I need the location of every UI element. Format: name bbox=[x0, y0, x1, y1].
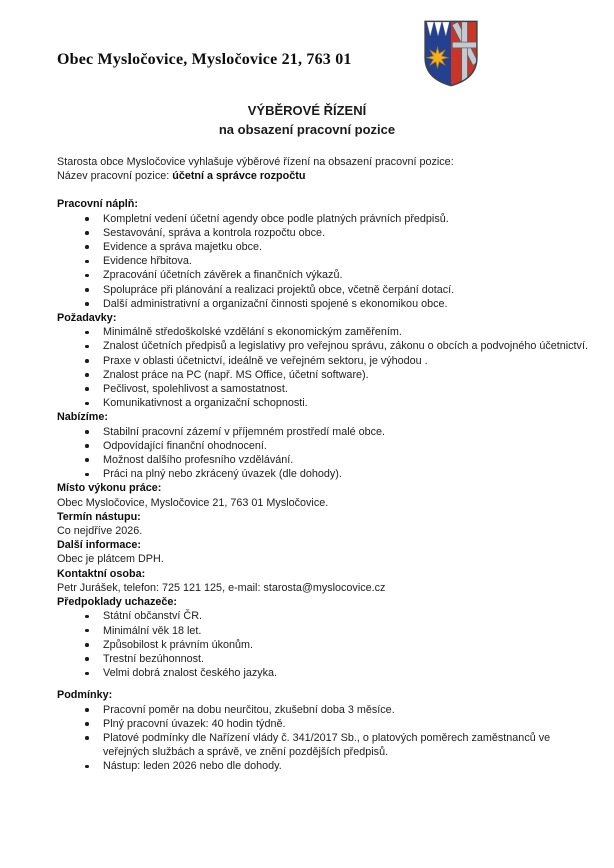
section-heading: Pracovní náplň: bbox=[57, 198, 138, 211]
bullet-item: Zpracování účetních závěrek a finančních výkazů. bbox=[57, 268, 581, 282]
bullet-item: Stabilní pracovní zázemí v příjemném prostředí malé obce. bbox=[57, 425, 581, 439]
municipality-header: Obec Mysločovice, Mysločovice 21, 763 01 bbox=[57, 51, 352, 68]
bullet-item: Možnost dalšího profesního vzdělávání. bbox=[57, 453, 581, 467]
bullet-item: Evidence hřbitova. bbox=[57, 254, 581, 268]
section-heading: Podmínky: bbox=[57, 689, 113, 702]
bullet-item: Pečlivost, spolehlivost a samostatnost. bbox=[57, 382, 581, 396]
bullet-item: Minimálně středoškolské vzdělání s ekonomickým zaměřením. bbox=[57, 325, 581, 339]
bullet-list bbox=[57, 212, 581, 311]
bullet-item: Sestavování, správa a kontrola rozpočtu obce. bbox=[57, 226, 581, 240]
document-section bbox=[57, 538, 581, 566]
bullet-item: Evidence a správa majetku obce. bbox=[57, 240, 581, 254]
document-body bbox=[57, 155, 588, 774]
bullet-item: Kompletní vedení účetní agendy obce podle platných právních předpisů. bbox=[57, 212, 581, 226]
position-name-line bbox=[57, 169, 581, 183]
sections bbox=[57, 197, 588, 773]
bullet-list bbox=[57, 609, 581, 680]
bullet-item: Státní občanství ČR. bbox=[57, 609, 581, 623]
bullet-list bbox=[57, 425, 581, 482]
bullet-list bbox=[57, 325, 588, 410]
section-detail: Obec Mysločovice, Mysločovice 21, 763 01 Mysločovice. bbox=[57, 496, 329, 509]
position-value: účetní a správce rozpočtu bbox=[172, 170, 306, 183]
bullet-item: Znalost účetních předpisů a legislativy pro veřejnou správu, zákonu o obcích a podvojného účetnictví. bbox=[57, 339, 581, 353]
document-section bbox=[57, 197, 581, 311]
section-detail: Obec je plátcem DPH. bbox=[57, 553, 164, 566]
bullet-item: Pracovní poměr na dobu neurčitou, zkušební doba 3 měsíce. bbox=[57, 703, 581, 717]
section-heading: Další informace: bbox=[57, 539, 142, 552]
coat-of-arms-icon bbox=[423, 20, 479, 87]
bullet-item: Způsobilost k právním úkonům. bbox=[57, 638, 581, 652]
section-heading: Předpoklady uchazeče: bbox=[57, 596, 178, 609]
section-heading: Požadavky: bbox=[57, 312, 117, 325]
position-label: Název pracovní pozice: bbox=[57, 170, 173, 183]
section-heading: Kontaktní osoba: bbox=[57, 567, 146, 580]
document-title bbox=[0, 101, 614, 139]
bullet-item: Spolupráce při plánování a realizaci projektů obce, včetně čerpání dotací. bbox=[57, 283, 581, 297]
bullet-item: Komunikativnost a organizační schopnosti. bbox=[57, 396, 581, 410]
bullet-item: Platové podmínky dle Nařízení vlády č. 341/2017 Sb., o platových poměrech zaměstnanců ve veřejných službách a správě, ve znění pozdějších předpisů. bbox=[57, 731, 581, 759]
bullet-item: Znalost práce na PC (např. MS Office, účetní software). bbox=[57, 368, 581, 382]
document-section bbox=[57, 688, 581, 773]
intro-paragraph: Starosta obce Mysločovice vyhlašuje výběrové řízení na obsazení pracovní pozice: bbox=[57, 156, 454, 168]
title-line-2: na obsazení pracovní pozice bbox=[218, 122, 396, 137]
document-section bbox=[57, 567, 581, 595]
bullet-list bbox=[57, 703, 581, 774]
bullet-item: Práci na plný nebo zkrácený úvazek (dle dohody). bbox=[57, 467, 581, 481]
bullet-item: Další administrativní a organizační činnosti spojené s ekonomikou obce. bbox=[57, 297, 581, 311]
section-heading: Termín nástupu: bbox=[57, 510, 141, 523]
bullet-item: Plný pracovní úvazek: 40 hodin týdně. bbox=[57, 717, 581, 731]
bullet-item: Velmi dobrá znalost českého jazyka. bbox=[57, 666, 581, 680]
bullet-item: Trestní bezúhonnost. bbox=[57, 652, 581, 666]
bullet-item: Odpovídající finanční ohodnocení. bbox=[57, 439, 581, 453]
document-section bbox=[57, 311, 588, 410]
document-section bbox=[57, 481, 581, 509]
bullet-item: Minimální věk 18 let. bbox=[57, 624, 581, 638]
document-section bbox=[57, 510, 581, 538]
title-line-1: VÝBĚROVÉ ŘÍZENÍ bbox=[247, 103, 367, 118]
section-detail: Co nejdříve 2026. bbox=[57, 525, 143, 538]
document-section bbox=[57, 595, 581, 680]
section-detail: Petr Jurášek, telefon: 725 121 125, e-mail: starosta@myslocovice.cz bbox=[57, 581, 386, 594]
bullet-item: Nástup: leden 2026 nebo dle dohody. bbox=[57, 759, 581, 773]
section-heading: Nabízíme: bbox=[57, 411, 108, 424]
section-heading: Místo výkonu práce: bbox=[57, 482, 162, 495]
bullet-item: Praxe v oblasti účetnictví, ideálně ve veřejném sektoru, je výhodou . bbox=[57, 354, 581, 368]
document-section bbox=[57, 410, 581, 481]
